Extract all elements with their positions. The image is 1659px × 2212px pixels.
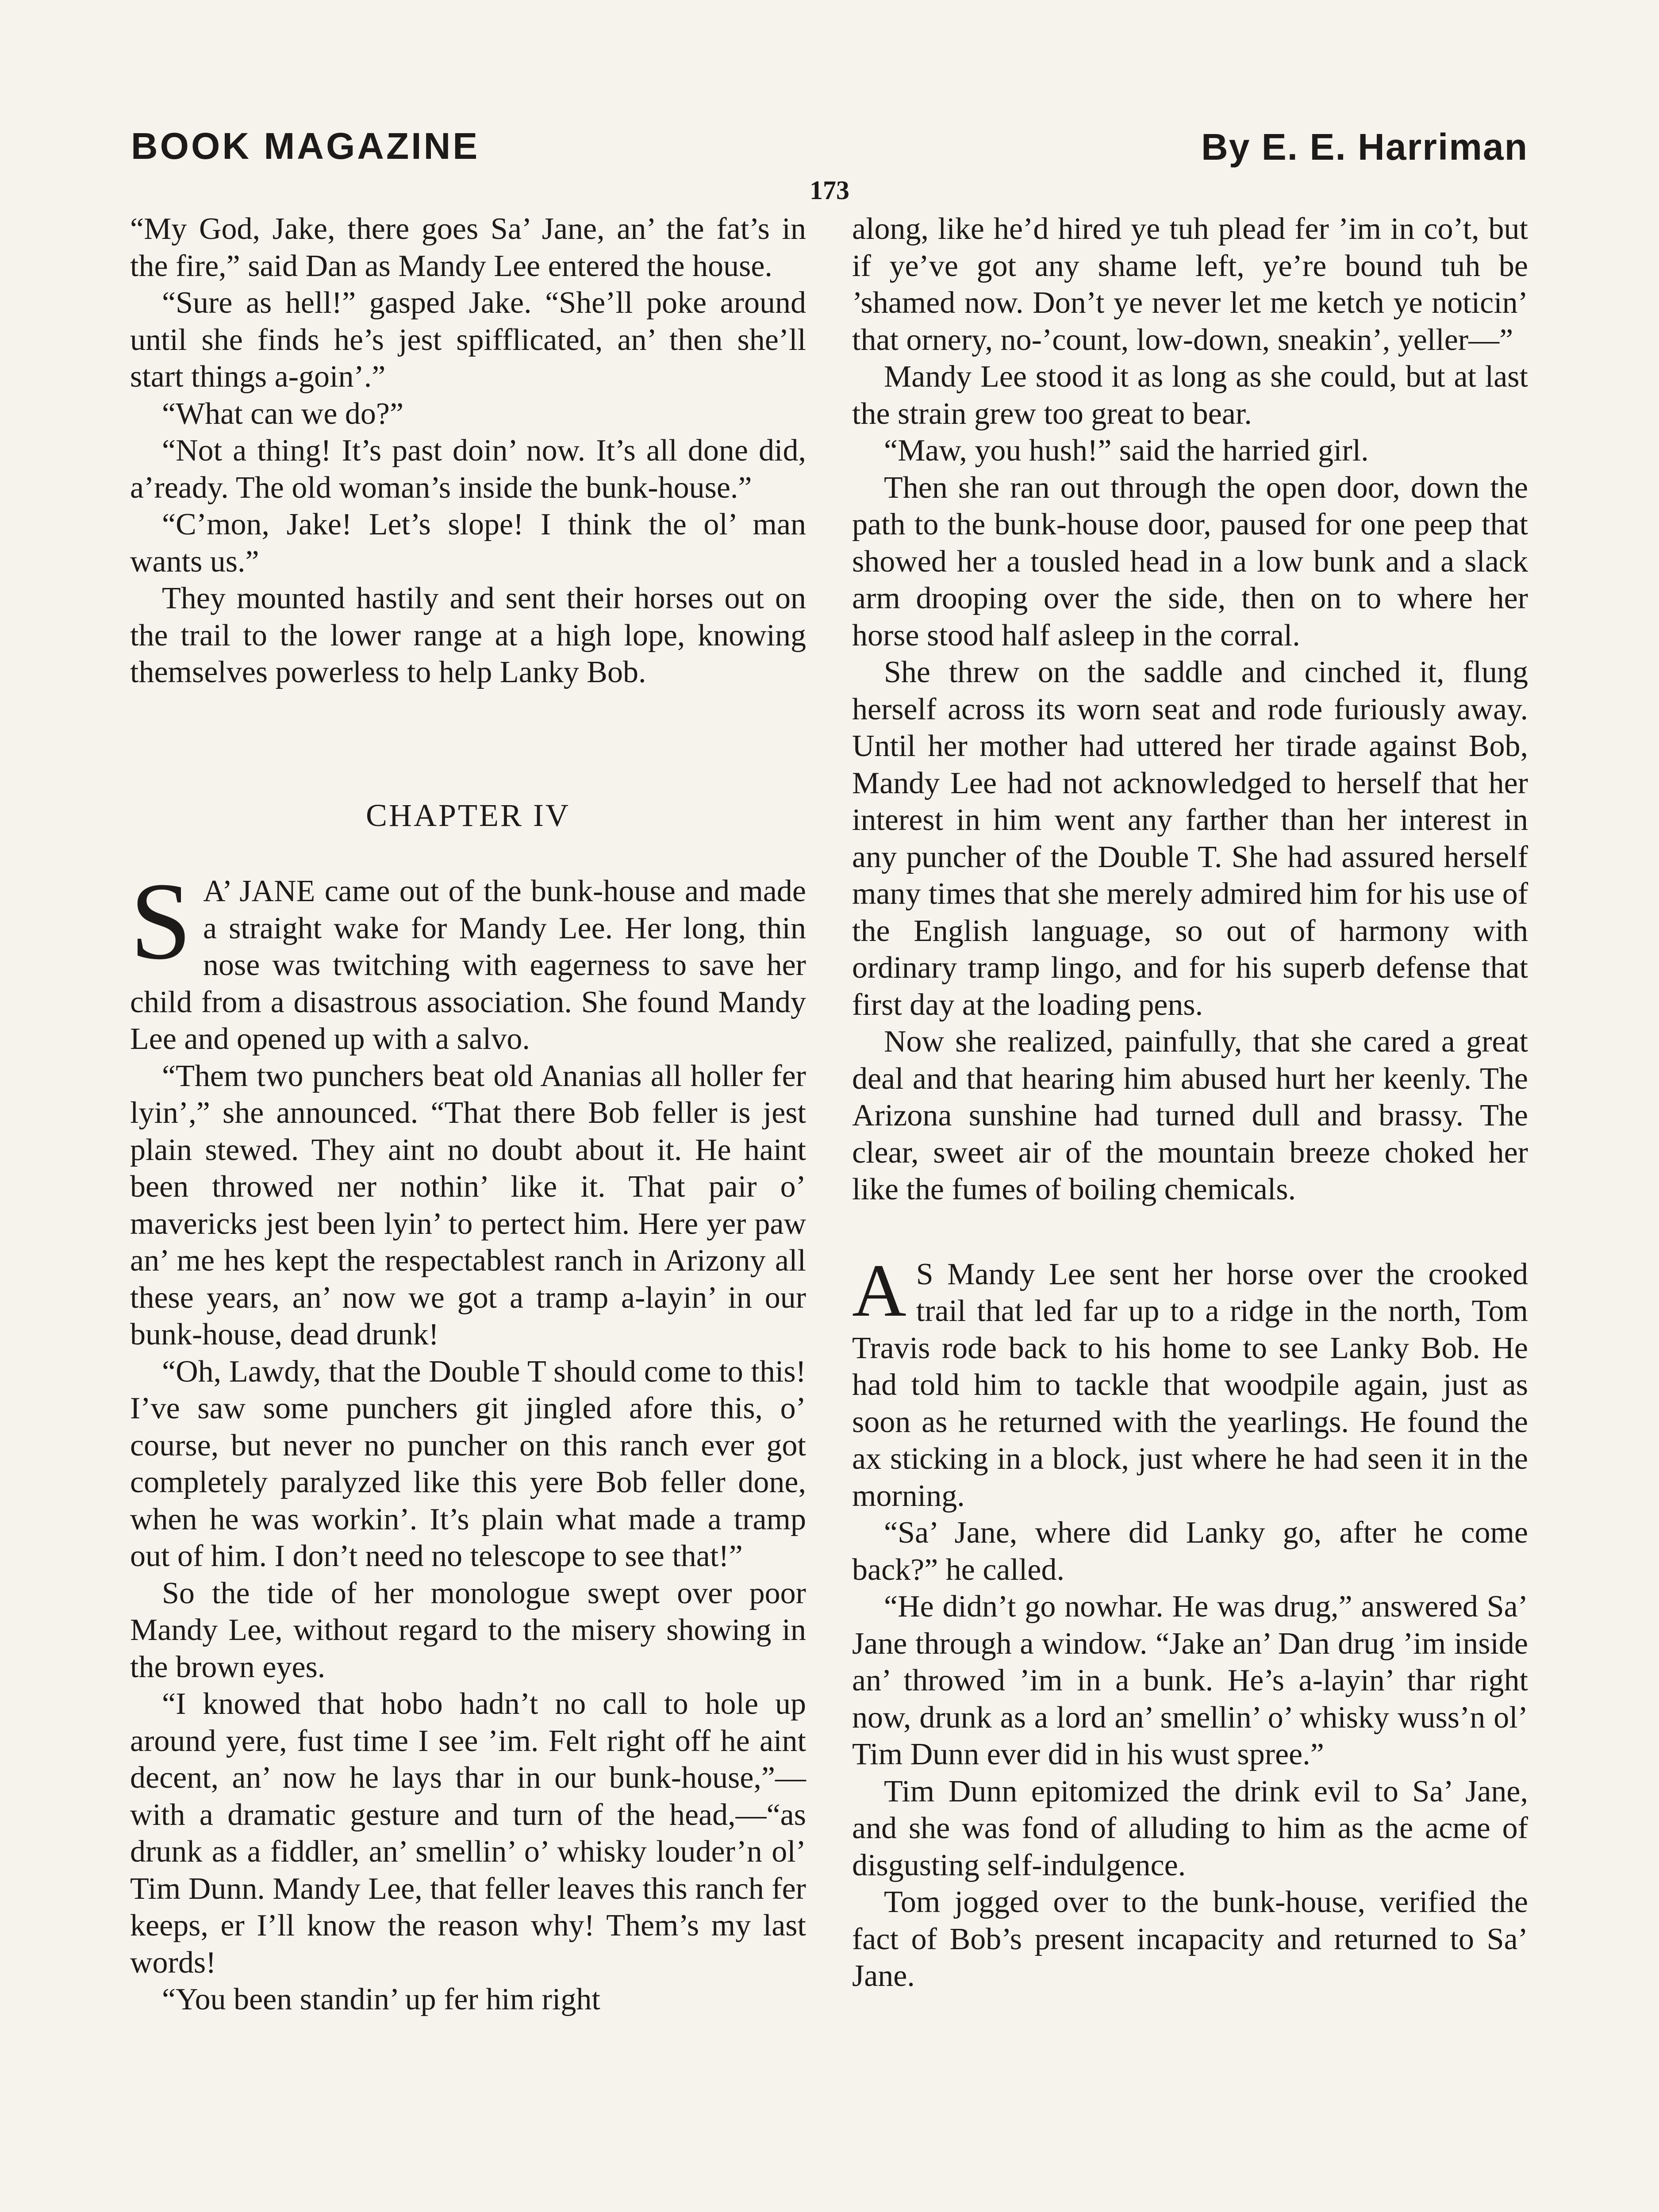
paragraph: “What can we do?”: [162, 396, 404, 431]
drop-cap: S: [130, 860, 192, 983]
paragraph: Then she ran out through the open door, down the path to the bunk-house door, paused for one peep that showed her a tousled head in a low bunk and a slack arm drooping over the side, then on to where her horse stood half asleep in the corral.: [852, 470, 1528, 653]
chapter-opening-text: A’ JANE came out of the bunk-house and made a straight wake for Mandy Lee. Her long, thin nose was twitching with eagerness to save her child from a disastrous association. She found Mandy Lee and opened up with a salvo.: [130, 874, 806, 1056]
section-break: [852, 1208, 1528, 1256]
paragraph: “Oh, Lawdy, that the Double T should come to this! I’ve saw some punchers git jingled afore this, o’ course, but never no puncher on this ranch ever got completely paralyzed like this yere Bob feller done, when he was workin’. It’s plain what made a tramp out of him. I don’t need no telescope to see that!”: [130, 1354, 806, 1573]
chapter-heading: CHAPTER IV: [365, 797, 570, 833]
page-number: 173: [810, 176, 849, 205]
running-header: [131, 125, 1528, 178]
paragraph: So the tide of her monologue swept over poor Mandy Lee, without regard to the misery showing in the brown eyes.: [130, 1576, 806, 1684]
right-column: [852, 211, 1528, 1995]
paragraph: “You been standin’ up fer him right: [162, 1982, 600, 2016]
section-opening-text: S Mandy Lee sent her horse over the crooked trail that led far up to a ridge in the north, Tom Travis rode back to his home to see Lanky Bob. He had told him to tackle that woodpile again, just as soon as he returned with the yearlings. He found the ax sticking in a block, just where he had seen it in the morning.: [852, 1257, 1528, 1513]
paragraph: “He didn’t go nowhar. He was drug,” answered Sa’ Jane through a window. “Jake an’ Dan drug ’im inside an’ throwed ’im in a bunk. He’s a-layin’ thar right now, drunk as a lord an’ smellin’ o’ whisky wuss’n ol’ Tim Dunn ever did in his wust spree.”: [852, 1590, 1528, 1771]
paragraph-continuation: along, like he’d hired ye tuh plead fer ’im in co’t, but if ye’ve got any shame left, ye’re bound tuh be ’shamed now. Don’t ye never let me ketch ye noticin’ that ornery, no-’count, low-down, sneakin’, yeller—”: [852, 212, 1528, 357]
publication-title: BOOK MAGAZINE: [131, 125, 480, 167]
paragraph: They mounted hastily and sent their horses out on the trail to the lower range at a high lope, knowing themselves powerless to help Lanky Bob.: [130, 581, 806, 689]
chapter-opening-paragraph: [130, 860, 806, 1058]
section-opening-paragraph: [852, 1248, 1528, 1515]
paragraph: “Not a thing! It’s past doin’ now. It’s all done did, a’ready. The old woman’s inside the bunk-house.”: [130, 434, 806, 505]
paragraph: Tom jogged over to the bunk-house, verified the fact of Bob’s present incapacity and returned to Sa’ Jane.: [852, 1885, 1528, 1993]
paragraph: “Maw, you hush!” said the harried girl.: [884, 434, 1369, 468]
paragraph: “My God, Jake, there goes Sa’ Jane, an’ the fat’s in the fire,” said Dan as Mandy Lee entered the house.: [130, 212, 806, 283]
paragraph: “Sa’ Jane, where did Lanky go, after he come back?” he called.: [852, 1516, 1528, 1587]
paragraph: She threw on the saddle and cinched it, flung herself across its worn seat and rode furiously away. Until her mother had uttered her tirade against Bob, Mandy Lee had not acknowledged to herself that her interest in him went any farther than her interest in any puncher of the Double T. She had assured herself many times that she merely admired him for his use of the English language, so out of harmony with ordinary tramp lingo, and for his superb defense that first day at the loading pens.: [852, 655, 1528, 1022]
paragraph: “I knowed that hobo hadn’t no call to hole up around yere, fust time I see ’im. Felt right off he aint decent, an’ now he lays thar in our bunk-house,”—with a dramatic gesture and turn of the head,—“as drunk as a fiddler, an’ smellin’ o’ whisky louder’n ol’ Tim Dunn. Mandy Lee, that feller leaves this ranch fer keeps, er I’ll know the reason why! Them’s my last words!: [130, 1687, 806, 1980]
paragraph: Tim Dunn epitomized the drink evil to Sa’ Jane, and she was fond of alluding to him as the acme of disgusting self-indulgence.: [852, 1774, 1528, 1882]
author-byline: By E. E. Harriman: [1201, 126, 1528, 168]
paragraph: “C’mon, Jake! Let’s slope! I think the ol’ man wants us.”: [130, 507, 806, 579]
paragraph: “Them two punchers beat old Ananias all holler fer lyin’,” she announced. “That there Bob feller is jest plain stewed. They aint no doubt about it. He haint been throwed ner nothin’ like it. That pair o’ mavericks jest been lyin’ to pertect him. Here yer paw an’ me hes kept the respectablest ranch in Arizony all these years, an’ now we got a tramp a-layin’ in our bunk-house, dead drunk!: [130, 1059, 806, 1352]
left-column: [130, 211, 806, 2018]
paragraph: “Sure as hell!” gasped Jake. “She’ll poke around until she finds he’s jest spifflicated, an’ then she’ll start things a-goin’.”: [130, 286, 806, 394]
paragraph: Mandy Lee stood it as long as she could, but at last the strain grew too great to bear.: [852, 360, 1528, 431]
paragraph: Now she realized, painfully, that she cared a great deal and that hearing him abused hurt her keenly. The Arizona sunshine had turned dull and brassy. The clear, sweet air of the mountain breeze choked her like the fumes of boiling chemicals.: [852, 1025, 1528, 1206]
drop-cap: A: [852, 1248, 906, 1332]
